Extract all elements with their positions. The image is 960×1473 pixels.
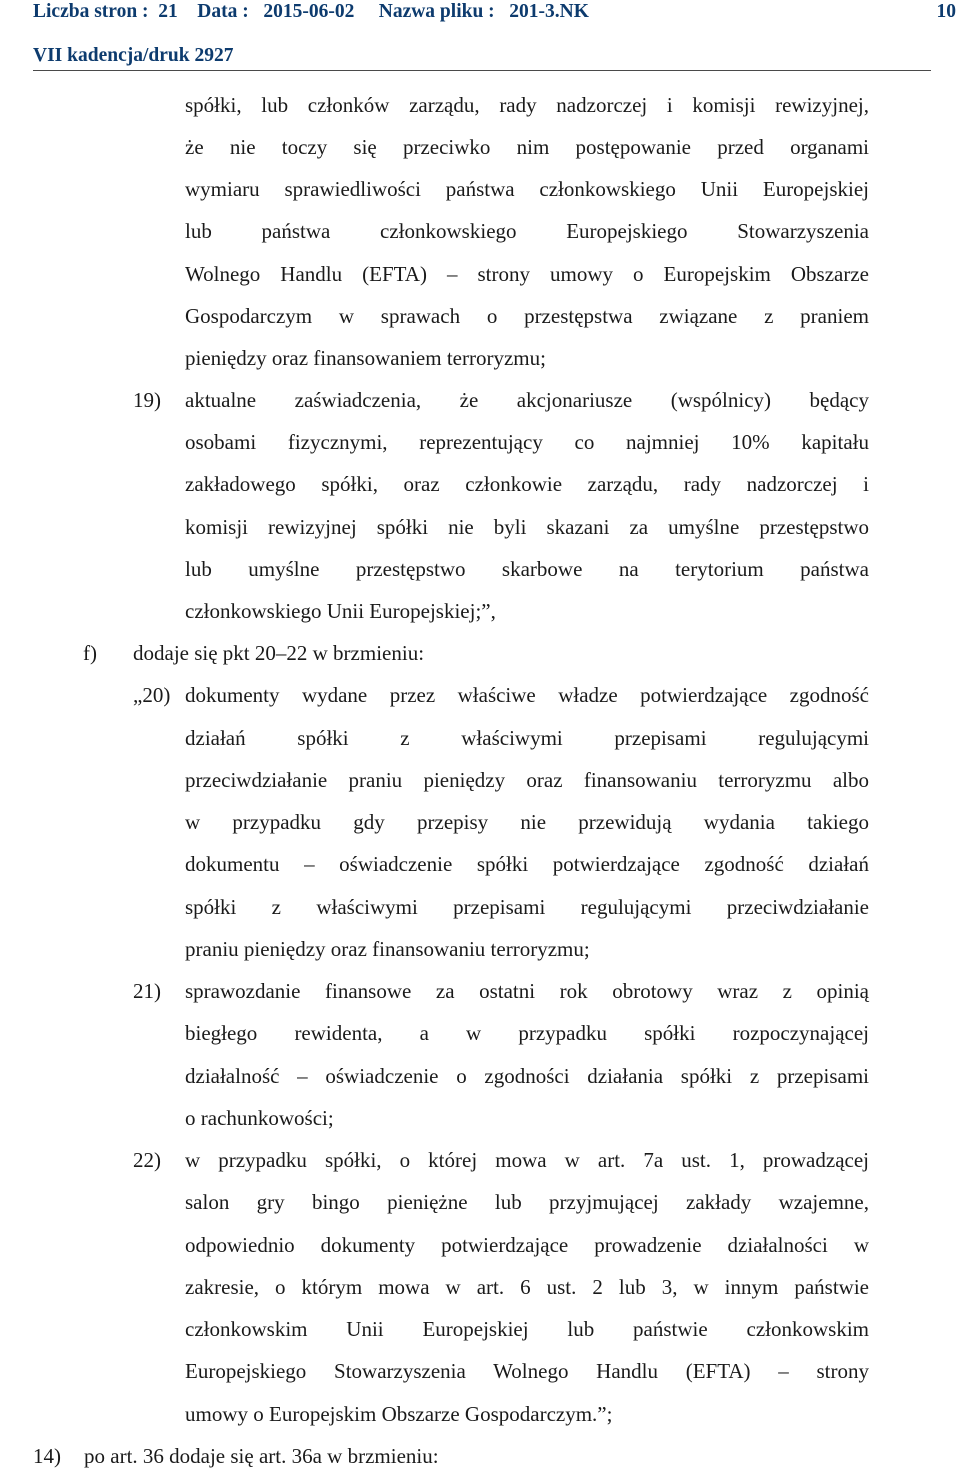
text-line: po art. 36 dodaje się art. 36a w brzmieniu: (84, 1444, 439, 1468)
text-line: lub państwa członkowskiego Europejskiego Stowarzyszenia (185, 219, 869, 243)
text-line: komisji rewizyjnej spółki nie byli skazani za umyślne przestępstwo (185, 515, 869, 539)
text-line: Europejskiego Stowarzyszenia Wolnego Handlu (EFTA) – strony (185, 1359, 869, 1383)
item-marker: 14) (33, 1444, 61, 1468)
text-line: sprawozdanie finansowe za ostatni rok obrotowy wraz z opinią (185, 979, 869, 1003)
text-line: o rachunkowości; (185, 1106, 334, 1130)
text-line: Wolnego Handlu (EFTA) – strony umowy o Europejskim Obszarze (185, 262, 869, 286)
text-line: umowy o Europejskim Obszarze Gospodarczym.”; (185, 1402, 613, 1426)
text-line: pieniędzy oraz finansowaniem terroryzmu; (185, 346, 546, 370)
text-line: salon gry bingo pieniężne lub przyjmującej zakłady wzajemne, (185, 1190, 869, 1214)
text-line: że nie toczy się przeciwko nim postępowanie przed organami (185, 135, 869, 159)
header-print-number: VII kadencja/druk 2927 (33, 45, 234, 66)
text-line: w przypadku spółki, o której mowa w art. 7a ust. 1, prowadzącej (185, 1148, 869, 1172)
text-line: wymiaru sprawiedliwości państwa członkowskiego Unii Europejskiej (185, 177, 869, 201)
text-line: członkowskim Unii Europejskiej lub państwie członkowskim (185, 1317, 869, 1341)
text-line: spółki z właściwymi przepisami regulującymi przeciwdziałanie (185, 895, 869, 919)
page-header (0, 0, 960, 70)
text-line: osobami fizycznymi, reprezentujący co najmniej 10% kapitału (185, 430, 869, 454)
text-line: Gospodarczym w sprawach o przestępstwa związane z praniem (185, 304, 869, 328)
text-line: działań spółki z właściwymi przepisami regulującymi (185, 726, 869, 750)
text-line: lub umyślne przestępstwo skarbowe na terytorium państwa (185, 557, 869, 581)
text-line: praniu pieniędzy oraz finansowaniu terroryzmu; (185, 937, 590, 961)
text-line: członkowskiego Unii Europejskiej;”, (185, 599, 496, 623)
text-line: w przypadku gdy przepisy nie przewidują wydania takiego (185, 810, 869, 834)
header-metadata: Liczba stron : 21 Data : 2015-06-02 Nazwa pliku : 201-3.NK (33, 1, 589, 22)
text-line: dokumentu – oświadczenie spółki potwierdzające zgodność działań (185, 852, 869, 876)
item-marker: 19) (133, 388, 161, 412)
page-number: 10 (936, 1, 956, 22)
item-marker: 21) (133, 979, 161, 1003)
text-line: dodaje się pkt 20–22 w brzmieniu: (133, 641, 425, 665)
text-line: zakresie, o którym mowa w art. 6 ust. 2 lub 3, w innym państwie (185, 1275, 869, 1299)
text-line: spółki, lub członków zarządu, rady nadzorczej i komisji rewizyjnej, (185, 93, 869, 117)
item-marker: 22) (133, 1148, 161, 1172)
text-line: przeciwdziałanie praniu pieniędzy oraz finansowaniu terroryzmu albo (185, 768, 869, 792)
text-line: dokumenty wydane przez właściwe władze potwierdzające zgodność (185, 683, 869, 707)
text-line: aktualne zaświadczenia, że akcjonariusze (wspólnicy) będący (185, 388, 869, 412)
text-line: biegłego rewidenta, a w przypadku spółki rozpoczynającej (185, 1021, 869, 1045)
item-marker: „20) (133, 683, 171, 707)
item-marker: f) (83, 641, 97, 665)
text-line: zakładowego spółki, oraz członkowie zarządu, rady nadzorczej i (185, 472, 869, 496)
header-divider (33, 70, 931, 71)
text-line: odpowiednio dokumenty potwierdzające prowadzenie działalności w (185, 1233, 869, 1257)
text-line: działalność – oświadczenie o zgodności działania spółki z przepisami (185, 1064, 869, 1088)
